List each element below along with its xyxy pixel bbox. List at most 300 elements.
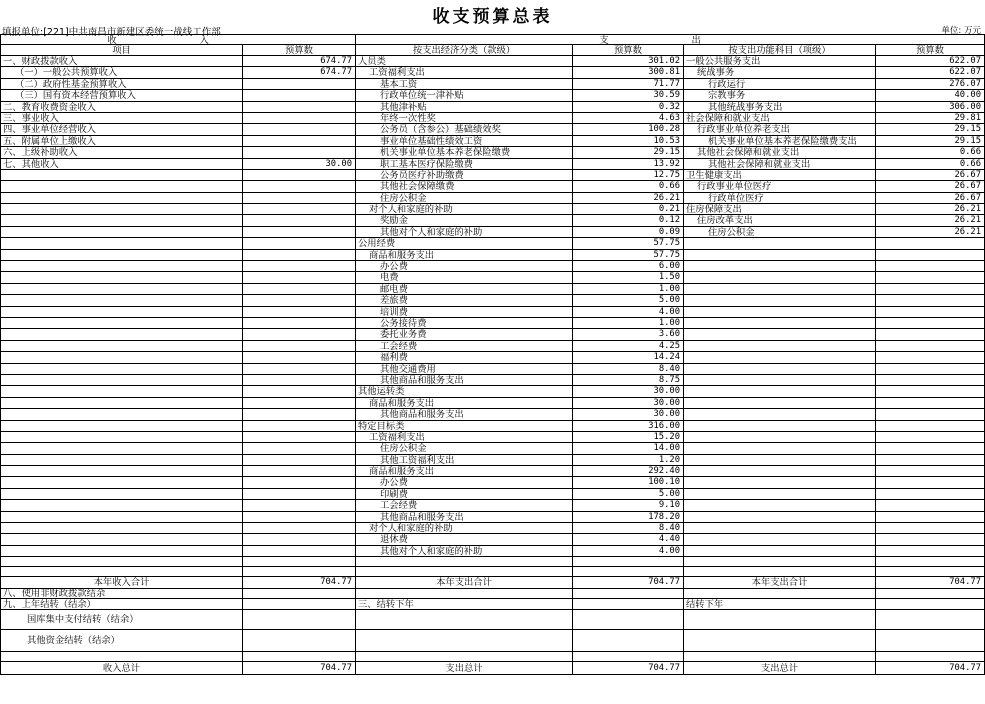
col-header-item: 项目	[0, 45, 243, 56]
income-item	[0, 181, 243, 192]
func-class-item	[684, 546, 876, 557]
func-class-item: 行政运行	[684, 79, 876, 90]
income-item: 四、事业单位经营收入	[0, 124, 243, 135]
income-budget	[243, 432, 356, 443]
econ-budget: 4.00	[573, 546, 684, 557]
income-item	[0, 534, 243, 545]
income-item	[0, 170, 243, 181]
income-budget	[243, 261, 356, 272]
income-item	[0, 341, 243, 352]
func-budget	[876, 421, 985, 432]
table-row	[0, 193, 985, 204]
income-budget	[243, 193, 356, 204]
col-header-income-budget: 预算数	[243, 45, 356, 56]
carryover-row	[0, 599, 985, 610]
table-row	[0, 307, 985, 318]
econ-budget: 4.63	[573, 113, 684, 124]
income-budget	[243, 341, 356, 352]
income-budget	[243, 466, 356, 477]
econ-class-item: 人员类	[356, 56, 573, 67]
table-row	[0, 204, 985, 215]
income-item: 二、教育收费资金收入	[0, 102, 243, 113]
econ-budget: 8.40	[573, 364, 684, 375]
income-item	[0, 523, 243, 534]
econ-budget: 26.21	[573, 193, 684, 204]
econ-budget: 100.28	[573, 124, 684, 135]
econ-class-item: 事业单位基础性绩效工资	[356, 136, 573, 147]
other-funds-carryover-row	[0, 630, 985, 652]
func-budget: 29.81	[876, 113, 985, 124]
page-title: 收支预算总表	[432, 7, 553, 27]
func-budget	[876, 432, 985, 443]
table-body	[0, 56, 985, 557]
func-budget	[876, 477, 985, 488]
econ-budget: 30.59	[573, 90, 684, 101]
year-econ-total-value: 704.77	[573, 577, 684, 588]
econ-budget: 1.50	[573, 272, 684, 283]
income-budget	[243, 546, 356, 557]
income-item: 五、附属单位上缴收入	[0, 136, 243, 147]
econ-class-item: 机关事业单位基本养老保险缴费	[356, 147, 573, 158]
income-item	[0, 272, 243, 283]
income-item: 三、事业收入	[0, 113, 243, 124]
func-budget: 306.00	[876, 102, 985, 113]
year-total-row	[0, 577, 985, 588]
func-budget	[876, 284, 985, 295]
table-row	[0, 534, 985, 545]
econ-class-item: 其他商品和服务支出	[356, 409, 573, 420]
table-row	[0, 421, 985, 432]
func-budget: 0.66	[876, 159, 985, 170]
econ-budget: 3.60	[573, 329, 684, 340]
econ-class-item: 其他津补贴	[356, 102, 573, 113]
func-class-item: 住房改革支出	[684, 215, 876, 226]
income-item	[0, 284, 243, 295]
econ-class-item: 基本工资	[356, 79, 573, 90]
func-class-item	[684, 500, 876, 511]
econ-budget: 5.00	[573, 295, 684, 306]
func-budget	[876, 523, 985, 534]
table-row	[0, 318, 985, 329]
econ-class-item: 公务员医疗补助缴费	[356, 170, 573, 181]
income-item	[0, 500, 243, 511]
income-section-header: 收 入	[0, 34, 356, 45]
income-item: 七、其他收入	[0, 159, 243, 170]
econ-class-item: 对个人和家庭的补助	[356, 204, 573, 215]
income-item	[0, 386, 243, 397]
econ-class-item: 退休费	[356, 534, 573, 545]
econ-budget: 292.40	[573, 466, 684, 477]
col-header-func-class: 按支出功能科目（项级）	[684, 45, 876, 56]
econ-budget: 29.15	[573, 147, 684, 158]
func-class-item	[684, 352, 876, 363]
func-class-item	[684, 455, 876, 466]
econ-budget: 30.00	[573, 409, 684, 420]
func-budget	[876, 341, 985, 352]
col-header-econ-class: 按支出经济分类（款级）	[356, 45, 573, 56]
econ-class-item: 办公费	[356, 477, 573, 488]
table-row	[0, 227, 985, 238]
table-row	[0, 546, 985, 557]
income-item	[0, 307, 243, 318]
func-class-item	[684, 523, 876, 534]
econ-budget: 0.21	[573, 204, 684, 215]
year-func-total-value: 704.77	[876, 577, 985, 588]
func-class-item: 机关事业单位基本养老保险缴费支出	[684, 136, 876, 147]
income-item	[0, 364, 243, 375]
grand-econ-total-value: 704.77	[573, 662, 684, 675]
income-item	[0, 432, 243, 443]
func-budget	[876, 261, 985, 272]
blank-row	[0, 557, 985, 567]
econ-budget: 8.75	[573, 375, 684, 386]
income-item	[0, 318, 243, 329]
year-income-total-label: 本年收入合计	[0, 577, 243, 588]
func-class-item: 其他社会保障和就业支出	[684, 147, 876, 158]
econ-budget: 0.32	[573, 102, 684, 113]
func-budget	[876, 455, 985, 466]
func-class-item: 住房保障支出	[684, 204, 876, 215]
func-class-item	[684, 238, 876, 249]
econ-budget: 57.75	[573, 250, 684, 261]
grand-func-total-value: 704.77	[876, 662, 985, 675]
header-row-1	[0, 34, 985, 45]
func-budget	[876, 238, 985, 249]
func-class-item	[684, 443, 876, 454]
table-row	[0, 261, 985, 272]
func-class-item	[684, 272, 876, 283]
func-class-item: 行政事业单位养老支出	[684, 124, 876, 135]
table-row	[0, 272, 985, 283]
func-budget	[876, 307, 985, 318]
econ-budget: 1.00	[573, 284, 684, 295]
func-class-item	[684, 295, 876, 306]
table-row	[0, 386, 985, 397]
table-row	[0, 124, 985, 135]
func-budget: 26.21	[876, 204, 985, 215]
income-budget	[243, 102, 356, 113]
econ-budget: 1.00	[573, 318, 684, 329]
income-budget	[243, 318, 356, 329]
income-budget	[243, 523, 356, 534]
table-row	[0, 489, 985, 500]
econ-budget: 8.40	[573, 523, 684, 534]
econ-budget: 1.20	[573, 455, 684, 466]
econ-class-item: 其他对个人和家庭的补助	[356, 227, 573, 238]
econ-class-item: 其他交通费用	[356, 364, 573, 375]
income-item	[0, 261, 243, 272]
func-class-item	[684, 284, 876, 295]
func-budget	[876, 295, 985, 306]
func-class-item	[684, 398, 876, 409]
econ-budget: 57.75	[573, 238, 684, 249]
income-budget	[243, 215, 356, 226]
func-budget	[876, 375, 985, 386]
func-class-item	[684, 534, 876, 545]
income-budget	[243, 124, 356, 135]
table-row	[0, 341, 985, 352]
income-budget	[243, 375, 356, 386]
income-item	[0, 193, 243, 204]
col-header-func-budget: 预算数	[876, 45, 985, 56]
table-row	[0, 113, 985, 124]
func-class-item	[684, 250, 876, 261]
income-budget: 30.00	[243, 159, 356, 170]
table-row	[0, 90, 985, 101]
income-budget	[243, 409, 356, 420]
func-budget: 29.15	[876, 136, 985, 147]
income-item	[0, 443, 243, 454]
income-item	[0, 295, 243, 306]
func-budget: 26.21	[876, 227, 985, 238]
func-class-item: 其他统战事务支出	[684, 102, 876, 113]
grand-income-total-value: 704.77	[243, 662, 356, 675]
income-item	[0, 227, 243, 238]
income-budget	[243, 512, 356, 523]
func-class-item	[684, 375, 876, 386]
income-item	[0, 466, 243, 477]
non-fiscal-balance-label: 八、使用非财政拨款结余	[0, 589, 243, 599]
econ-class-item: 商品和服务支出	[356, 250, 573, 261]
econ-class-item: 住房公积金	[356, 193, 573, 204]
econ-budget: 178.20	[573, 512, 684, 523]
func-budget	[876, 512, 985, 523]
table-row	[0, 398, 985, 409]
func-budget	[876, 272, 985, 283]
table-row	[0, 79, 985, 90]
table-row	[0, 238, 985, 249]
func-class-item: 卫生健康支出	[684, 170, 876, 181]
income-item	[0, 409, 243, 420]
table-row	[0, 432, 985, 443]
econ-budget: 6.00	[573, 261, 684, 272]
econ-class-item: 其他社会保障缴费	[356, 181, 573, 192]
func-class-item	[684, 329, 876, 340]
income-budget: 674.77	[243, 56, 356, 67]
table-row	[0, 284, 985, 295]
econ-class-item: 邮电费	[356, 284, 573, 295]
blank-row	[0, 652, 985, 662]
income-budget	[243, 295, 356, 306]
income-budget	[243, 113, 356, 124]
func-budget: 26.67	[876, 193, 985, 204]
econ-class-item: 公务接待费	[356, 318, 573, 329]
econ-class-item: 培训费	[356, 307, 573, 318]
econ-class-item: 工会经费	[356, 341, 573, 352]
income-item	[0, 455, 243, 466]
econ-budget: 0.12	[573, 215, 684, 226]
income-item: 一、财政拨款收入	[0, 56, 243, 67]
income-item: 六、上级补助收入	[0, 147, 243, 158]
func-class-item	[684, 364, 876, 375]
func-budget	[876, 443, 985, 454]
fill-unit: 填报单位:[221]中共南昌市新建区委统一战线工作部	[2, 27, 221, 38]
income-item	[0, 215, 243, 226]
func-budget	[876, 318, 985, 329]
econ-budget: 30.00	[573, 398, 684, 409]
econ-budget: 5.00	[573, 489, 684, 500]
income-budget	[243, 443, 356, 454]
func-class-item	[684, 409, 876, 420]
grand-econ-total-label: 支出总计	[356, 662, 573, 675]
prior-carryover-label: 九、上年结转（结余）	[0, 599, 243, 610]
func-class-item	[684, 307, 876, 318]
income-item	[0, 352, 243, 363]
income-item	[0, 250, 243, 261]
econ-budget: 4.00	[573, 307, 684, 318]
econ-class-item: 委托业务费	[356, 329, 573, 340]
econ-class-item: 商品和服务支出	[356, 466, 573, 477]
income-item	[0, 204, 243, 215]
grand-income-total-label: 收入总计	[0, 662, 243, 675]
func-budget	[876, 409, 985, 420]
table-row	[0, 512, 985, 523]
func-budget: 276.07	[876, 79, 985, 90]
income-budget	[243, 90, 356, 101]
econ-class-item: 住房公积金	[356, 443, 573, 454]
econ-budget: 301.02	[573, 56, 684, 67]
econ-class-item: 印刷费	[356, 489, 573, 500]
income-budget	[243, 272, 356, 283]
table-row	[0, 67, 985, 78]
func-budget	[876, 534, 985, 545]
func-class-item	[684, 466, 876, 477]
income-item	[0, 546, 243, 557]
func-budget: 622.07	[876, 56, 985, 67]
func-budget	[876, 500, 985, 511]
econ-class-item: 对个人和家庭的补助	[356, 523, 573, 534]
table-row	[0, 102, 985, 113]
econ-class-item: 奖励金	[356, 215, 573, 226]
econ-budget: 100.10	[573, 477, 684, 488]
econ-budget: 12.75	[573, 170, 684, 181]
econ-budget: 9.10	[573, 500, 684, 511]
income-budget	[243, 307, 356, 318]
income-budget	[243, 364, 356, 375]
func-budget: 26.21	[876, 215, 985, 226]
income-item: （二）政府性基金预算收入	[0, 79, 243, 90]
income-item	[0, 329, 243, 340]
year-income-total-value: 704.77	[243, 577, 356, 588]
func-budget: 40.00	[876, 90, 985, 101]
func-budget	[876, 352, 985, 363]
carry-next-year-func-label: 结转下年	[684, 599, 876, 610]
income-budget	[243, 136, 356, 147]
income-budget	[243, 398, 356, 409]
treasury-carryover-row	[0, 610, 985, 630]
income-budget	[243, 250, 356, 261]
income-item	[0, 238, 243, 249]
econ-class-item: 电费	[356, 272, 573, 283]
func-class-item: 行政事业单位医疗	[684, 181, 876, 192]
table-row	[0, 500, 985, 511]
table-row	[0, 352, 985, 363]
income-item	[0, 398, 243, 409]
func-class-item: 住房公积金	[684, 227, 876, 238]
econ-class-item: 职工基本医疗保险缴费	[356, 159, 573, 170]
income-budget	[243, 204, 356, 215]
econ-budget: 30.00	[573, 386, 684, 397]
year-econ-total-label: 本年支出合计	[356, 577, 573, 588]
econ-budget: 316.00	[573, 421, 684, 432]
budget-table	[0, 34, 985, 675]
func-budget: 26.67	[876, 181, 985, 192]
func-budget	[876, 364, 985, 375]
col-header-econ-budget: 预算数	[573, 45, 684, 56]
income-budget	[243, 489, 356, 500]
econ-budget: 15.20	[573, 432, 684, 443]
func-class-item	[684, 421, 876, 432]
income-item	[0, 375, 243, 386]
func-class-item	[684, 489, 876, 500]
income-budget	[243, 147, 356, 158]
econ-class-item: 行政单位统一津补贴	[356, 90, 573, 101]
income-budget	[243, 352, 356, 363]
table-row	[0, 477, 985, 488]
income-item	[0, 421, 243, 432]
econ-budget: 14.24	[573, 352, 684, 363]
econ-class-item: 工会经费	[356, 500, 573, 511]
unit-label: 单位: 万元	[941, 26, 981, 36]
grand-total-row	[0, 662, 985, 675]
table-row	[0, 147, 985, 158]
income-item	[0, 512, 243, 523]
econ-budget: 4.25	[573, 341, 684, 352]
income-budget: 674.77	[243, 67, 356, 78]
income-budget	[243, 477, 356, 488]
func-class-item	[684, 477, 876, 488]
table-row	[0, 375, 985, 386]
func-budget	[876, 398, 985, 409]
func-class-item	[684, 341, 876, 352]
econ-budget: 4.40	[573, 534, 684, 545]
econ-class-item: 差旅费	[356, 295, 573, 306]
non-fiscal-balance-row	[0, 589, 985, 599]
income-budget	[243, 238, 356, 249]
func-class-item: 一般公共服务支出	[684, 56, 876, 67]
econ-class-item: 商品和服务支出	[356, 398, 573, 409]
table-row	[0, 170, 985, 181]
table-row	[0, 181, 985, 192]
func-budget: 0.66	[876, 147, 985, 158]
econ-budget: 300.81	[573, 67, 684, 78]
table-row	[0, 159, 985, 170]
expense-section-header: 支 出	[356, 34, 985, 45]
func-class-item: 行政单位医疗	[684, 193, 876, 204]
treasury-carryover-label: 国库集中支付结转（结余）	[0, 610, 243, 630]
income-budget	[243, 455, 356, 466]
func-class-item	[684, 261, 876, 272]
table-row	[0, 523, 985, 534]
income-budget	[243, 79, 356, 90]
econ-budget: 14.00	[573, 443, 684, 454]
income-budget	[243, 170, 356, 181]
econ-budget: 0.66	[573, 181, 684, 192]
income-item	[0, 489, 243, 500]
func-class-item	[684, 512, 876, 523]
func-budget	[876, 386, 985, 397]
income-item: （一）一般公共预算收入	[0, 67, 243, 78]
table-row	[0, 136, 985, 147]
table-row	[0, 215, 985, 226]
func-budget	[876, 466, 985, 477]
income-budget	[243, 386, 356, 397]
func-class-item	[684, 386, 876, 397]
econ-class-item: 其他商品和服务支出	[356, 512, 573, 523]
table-row	[0, 56, 985, 67]
func-class-item: 统战事务	[684, 67, 876, 78]
table-row	[0, 364, 985, 375]
